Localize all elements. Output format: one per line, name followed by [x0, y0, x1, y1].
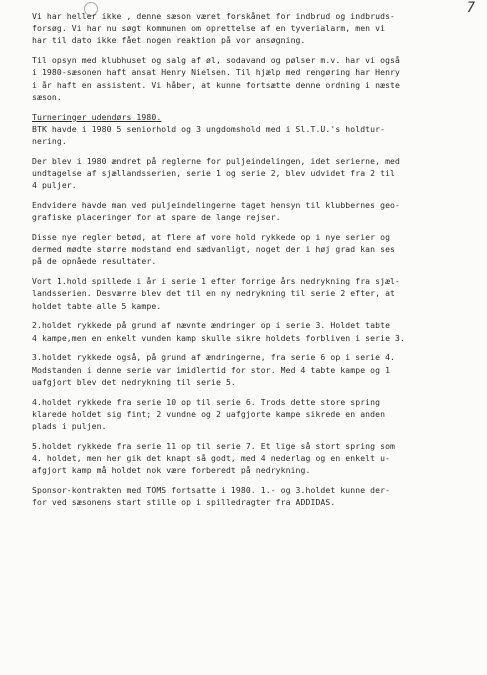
paragraph	[32, 275, 477, 312]
text-line: nering.	[32, 136, 67, 147]
paragraph	[32, 351, 477, 388]
paragraph	[32, 199, 477, 223]
paragraph	[32, 231, 477, 268]
text-line: grafiske placeringer for at spare de lange rejser.	[32, 212, 281, 223]
text-line: dermed mødte større modstand end sædvanligt, noget der i høj grad kan ses	[32, 244, 396, 255]
text-line: uafgjort blev det nedrykning til serie 5.	[32, 376, 236, 387]
section-heading: Turneringer udendørs 1980.	[32, 111, 162, 122]
text-line: Vi har heller ikke , denne sæson været forskånet for indbrud og indbruds-	[32, 11, 396, 21]
text-line: Vort 1.hold spillede i år i serie 1 efter forrige års nedrykning fra sjæl-	[32, 276, 400, 287]
text-line: plads i puljen.	[32, 421, 107, 432]
text-line: på de opnåede resultater.	[32, 256, 157, 267]
text-line: landsserien. Desværre blev det til en ny nedrykning til serie 2 efter, at	[32, 288, 396, 299]
paragraph	[32, 54, 477, 103]
text-line: har til dato ikke fået nogen reaktion på vor ansøgning.	[32, 35, 306, 46]
text-line: i år haft en assistent. Vi håber, at kunne fortsætte denne ordning i næste	[32, 79, 400, 90]
paragraph	[32, 396, 477, 433]
text-line: klarede holdet sig fint; 2 vundne og 2 uafgjorte kampe sikrede en anden	[32, 408, 386, 419]
text-line: undtagelse af sjællandsserien, serie 1 og serie 2, blev udvidet fra 2 til	[32, 168, 396, 179]
text-line: Modstanden i denne serie var imidlertid for stor. Med 4 tabte kampe og 1	[32, 364, 391, 375]
text-line: 4 kampe,men en enkelt vunden kamp skulle sikre holdets forbliven i serie 3.	[32, 332, 405, 343]
paragraph	[32, 10, 477, 47]
text-line: 4 puljer.	[32, 180, 77, 191]
paragraph	[32, 484, 477, 508]
paragraph	[32, 155, 477, 192]
paragraph	[32, 440, 477, 477]
text-line: forsøg. Vi har nu søgt kommunen om oprettelse af en tyverialarm, men vi	[32, 23, 386, 34]
text-line: i 1980-sæsonen haft ansat Henry Nielsen. Til hjælp med rengøring har Henry	[32, 67, 400, 78]
paragraph	[32, 319, 477, 343]
text-line: afgjort kamp må holdet nok være forberedt på nedrykning.	[32, 465, 311, 476]
text-line: Endvidere havde man ved puljeindelingerne taget hensyn til klubbernes geo-	[32, 200, 400, 211]
text-line: holdet tabte alle 5 kampe.	[32, 300, 162, 311]
text-line: 4. holdet, men her gik det knapt så godt, med 4 nederlag og en enkelt u-	[32, 453, 391, 464]
text-line: 3.holdet rykkede også, på grund af ændringerne, fra serie 6 op i serie 4.	[32, 352, 396, 363]
document-body	[32, 10, 477, 516]
text-line: 5.holdet rykkede fra serie 11 op til serie 7. Et lige så stort spring som	[32, 440, 396, 451]
text-line: Sponsor-kontrakten med TOMS fortsatte i 1980. 1.- og 3.holdet kunne der-	[32, 485, 391, 496]
text-line: Disse nye regler betød, at flere af vore hold rykkede op i nye serier og	[32, 232, 391, 243]
text-line: BTK havde i 1980 5 seniorhold og 3 ungdomshold med i Sl.T.U.'s holdtur-	[32, 123, 386, 134]
text-line: for ved sæsonens start stille op i spilledragter fra ADDIDAS.	[32, 497, 336, 508]
text-line: Til opsyn med klubhuset og salg af øl, sodavand og pølser m.v. har vi også	[32, 55, 400, 66]
text-line: 2.holdet rykkede på grund af nævnte ændringer op i serie 3. Holdet tabte	[32, 320, 391, 331]
text-line: 4.holdet rykkede fra serie 10 op til serie 6. Trods dette store spring	[32, 396, 381, 407]
page-number: 7	[466, 0, 475, 16]
text-line: Der blev i 1980 ændret på reglerne for puljeindelingen, idet serierne, med	[32, 155, 400, 166]
paragraph	[32, 111, 477, 148]
text-line: sæson.	[32, 91, 62, 102]
